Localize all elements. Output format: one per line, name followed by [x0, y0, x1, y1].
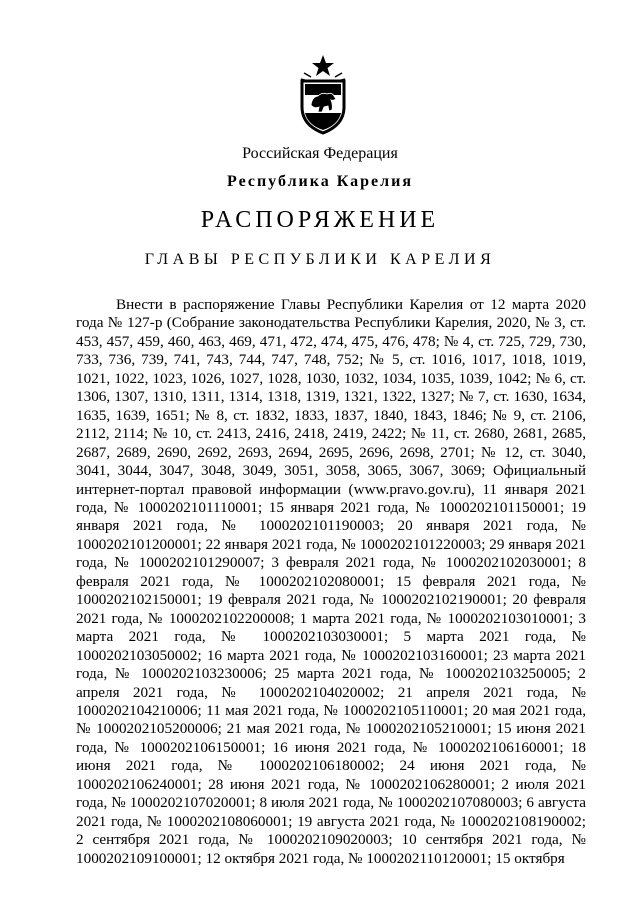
emblem-star	[312, 55, 334, 76]
document-subtitle: ГЛАВЫ РЕСПУБЛИКИ КАРЕЛИЯ	[144, 251, 496, 268]
document-title: РАСПОРЯЖЕНИЕ	[200, 207, 440, 233]
republic-name: Республика Карелия	[227, 173, 413, 190]
country-name: Российская Федерация	[242, 145, 398, 162]
body-paragraph: Внести в распоряжение Главы Республики Карелия от 12 марта 2020 года № 127-р (Собрание законодательства Республики Карелия, 2020, № 3, ст. 453, 457, 459, 460, 463, 469, 471, 472, 474, 475, 476, 478; № 4, ст. 725, 729, 730, 733, 736, 739, 741, 743, 744, 747, 748, 752; № 5, ст. 1016, 1017, 1018, 1019, 1021, 1022, 1023, 1026, 1027, 1028, 1030, 1032, 1034, 1035, 1039, 1042; № 6, ст. 1306, 1307, 1310, 1311, 1314, 1318, 1319, 1321, 1322, 1327; № 7, ст. 1630, 1634, 1635, 1639, 1651; № 8, ст. 1832, 1833, 1837, 1840, 1843, 1846; № 9, ст. 2106, 2112, 2114; № 10, ст. 2413, 2416, 2418, 2419, 2422; № 11, ст. 2680, 2681, 2685, 2687, 2689, 2690, 2692, 2693, 2694, 2695, 2696, 2698, 2701; № 12, ст. 3040, 3041, 3044, 3047, 3048, 3049, 3051, 3058, 3065, 3067, 3069; Официальный интернет-портал правовой информации (www.pravo.gov.ru), 11 января 2021 года, № 1000202101110001; 15 января 2021 года, № 1000202101150001; 19 января 2021 года, № 1000202101190003; 20 января 2021 года, № 1000202101200001; 22 января 2021 года, № 1000202101220003; 29 января 2021 года, № 1000202101290007; 3 февраля 2021 года, № 1000202102030001; 8 февраля 2021 года, № 1000202102080001; 15 февраля 2021 года, № 1000202102150001; 19 февраля 2021 года, № 1000202102190001; 20 февраля 2021 года, № 1000202102200008; 1 марта 2021 года, № 1000202103010001; 3 марта 2021 года, № 1000202103030001; 5 марта 2021 года, № 1000202103050002; 16 марта 2021 года, № 1000202103160001; 23 марта 2021 года, № 1000202103230006; 25 марта 2021 года, № 1000202103250005; 2 апреля 2021 года, № 1000202104020002; 21 апреля 2021 года, № 1000202104210006; 11 мая 2021 года, № 1000202105110001; 20 мая 2021 года, № 1000202105200006; 21 мая 2021 года, № 1000202105210001; 15 июня 2021 года, № 1000202106150001; 16 июня 2021 года, № 1000202106160001; 18 июня 2021 года, № 1000202106180002; 24 июня 2021 года, № 1000202106240001; 28 июня 2021 года, № 1000202106280001; 2 июля 2021 года, № 1000202107020001; 8 июля 2021 года, № 1000202107080003; 6 августа 2021 года, № 1000202108060001; 19 августа 2021 года, № 1000202108190002; 2 сентября 2021 года, № 1000202109020003; 10 сентября 2021 года, № 1000202109100001; 12 октября 2021 года, № 1000202110120001; 15 октября	[76, 296, 586, 867]
coat-of-arms-icon	[298, 55, 348, 135]
document-body	[76, 296, 586, 868]
